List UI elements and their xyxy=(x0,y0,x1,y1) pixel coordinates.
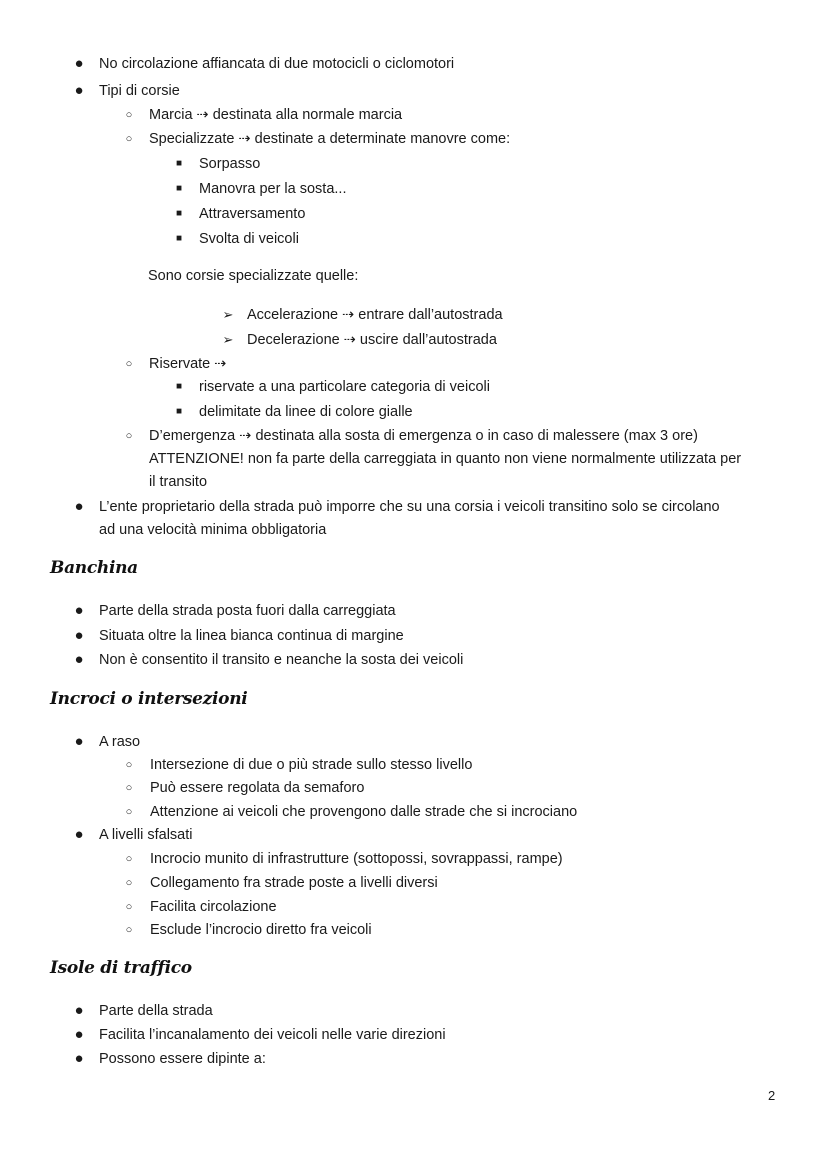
circle-bullet-icon: ○ xyxy=(125,806,133,818)
list-item: A raso xyxy=(99,734,141,750)
arrowhead-bullet-icon: ➢ xyxy=(222,332,234,347)
list-item: Collegamento fra strade poste a livelli diversi xyxy=(150,875,438,891)
list-item: Decelerazione ⇢ uscire dall’autostrada xyxy=(247,332,497,348)
list-item: No circolazione affiancata di due motocicli o ciclomotori xyxy=(99,56,455,72)
circle-bullet-icon: ○ xyxy=(125,759,133,771)
circle-bullet-icon: ○ xyxy=(125,782,133,794)
bullet-dot-icon: ● xyxy=(74,651,84,668)
list-item: L’ente proprietario della strada può imporre che su una corsia i veicoli transitino solo se circolano xyxy=(99,499,720,515)
section-heading-incroci: Incroci o intersezioni xyxy=(50,689,248,709)
list-item: delimitate da linee di colore gialle xyxy=(199,404,413,420)
circle-bullet-icon: ○ xyxy=(125,109,133,121)
list-item: Intersezione di due o più strade sullo stesso livello xyxy=(150,757,473,773)
square-bullet-icon: ■ xyxy=(175,158,183,169)
list-item-continuation: il transito xyxy=(149,474,208,490)
circle-bullet-icon: ○ xyxy=(125,853,133,865)
list-item: Incrocio munito di infrastrutture (sottopossi, sovrappassi, rampe) xyxy=(150,851,563,867)
list-item: Possono essere dipinte a: xyxy=(99,1051,266,1067)
bullet-dot-icon: ● xyxy=(74,826,84,843)
list-item: Attenzione ai veicoli che provengono dalle strade che si incrociano xyxy=(150,804,578,820)
bullet-dot-icon: ● xyxy=(74,1002,84,1019)
circle-bullet-icon: ○ xyxy=(125,358,133,370)
circle-bullet-icon: ○ xyxy=(125,877,133,889)
bullet-dot-icon: ● xyxy=(74,498,84,515)
list-item-continuation: ATTENZIONE! non fa parte della carreggiata in quanto non viene normalmente utilizzata per xyxy=(149,451,742,467)
list-item: Attraversamento xyxy=(199,206,306,222)
list-item: Specializzate ⇢ destinate a determinate manovre come: xyxy=(149,131,511,147)
bullet-dot-icon: ● xyxy=(74,733,84,750)
list-item: Manovra per la sosta... xyxy=(199,181,347,197)
square-bullet-icon: ■ xyxy=(175,183,183,194)
list-item: Svolta di veicoli xyxy=(199,231,299,247)
bullet-dot-icon: ● xyxy=(74,82,84,99)
arrowhead-bullet-icon: ➢ xyxy=(222,307,234,322)
section-heading-isole: Isole di traffico xyxy=(50,958,192,978)
list-item: Accelerazione ⇢ entrare dall’autostrada xyxy=(247,307,503,323)
list-item: Sorpasso xyxy=(199,156,261,172)
list-item: Riservate ⇢ xyxy=(149,356,227,372)
circle-bullet-icon: ○ xyxy=(125,430,133,442)
circle-bullet-icon: ○ xyxy=(125,924,133,936)
square-bullet-icon: ■ xyxy=(175,406,183,417)
square-bullet-icon: ■ xyxy=(175,381,183,392)
list-item: Non è consentito il transito e neanche la sosta dei veicoli xyxy=(99,652,464,668)
bullet-dot-icon: ● xyxy=(74,602,84,619)
list-item: Parte della strada posta fuori dalla carreggiata xyxy=(99,603,396,619)
square-bullet-icon: ■ xyxy=(175,208,183,219)
list-item: Può essere regolata da semaforo xyxy=(150,780,365,796)
square-bullet-icon: ■ xyxy=(175,233,183,244)
bullet-dot-icon: ● xyxy=(74,1026,84,1043)
list-item: Tipi di corsie xyxy=(99,83,180,99)
list-item: Parte della strada xyxy=(99,1003,213,1019)
section-heading-banchina: Banchina xyxy=(50,558,138,578)
circle-bullet-icon: ○ xyxy=(125,901,133,913)
list-item-continuation: ad una velocità minima obbligatoria xyxy=(99,522,327,538)
bullet-dot-icon: ● xyxy=(74,1050,84,1067)
list-item: Facilita l’incanalamento dei veicoli nelle varie direzioni xyxy=(99,1027,446,1043)
list-item: riservate a una particolare categoria di veicoli xyxy=(199,379,490,395)
list-item: Situata oltre la linea bianca continua di margine xyxy=(99,628,404,644)
paragraph: Sono corsie specializzate quelle: xyxy=(148,268,359,284)
list-item: Facilita circolazione xyxy=(150,899,277,915)
list-item: Esclude l’incrocio diretto fra veicoli xyxy=(150,922,372,938)
bullet-dot-icon: ● xyxy=(74,55,84,72)
list-item: Marcia ⇢ destinata alla normale marcia xyxy=(149,107,403,123)
list-item: D’emergenza ⇢ destinata alla sosta di emergenza o in caso di malessere (max 3 ore) xyxy=(149,428,698,444)
list-item: A livelli sfalsati xyxy=(99,827,193,843)
circle-bullet-icon: ○ xyxy=(125,133,133,145)
bullet-dot-icon: ● xyxy=(74,627,84,644)
page-number: 2 xyxy=(768,1088,776,1103)
